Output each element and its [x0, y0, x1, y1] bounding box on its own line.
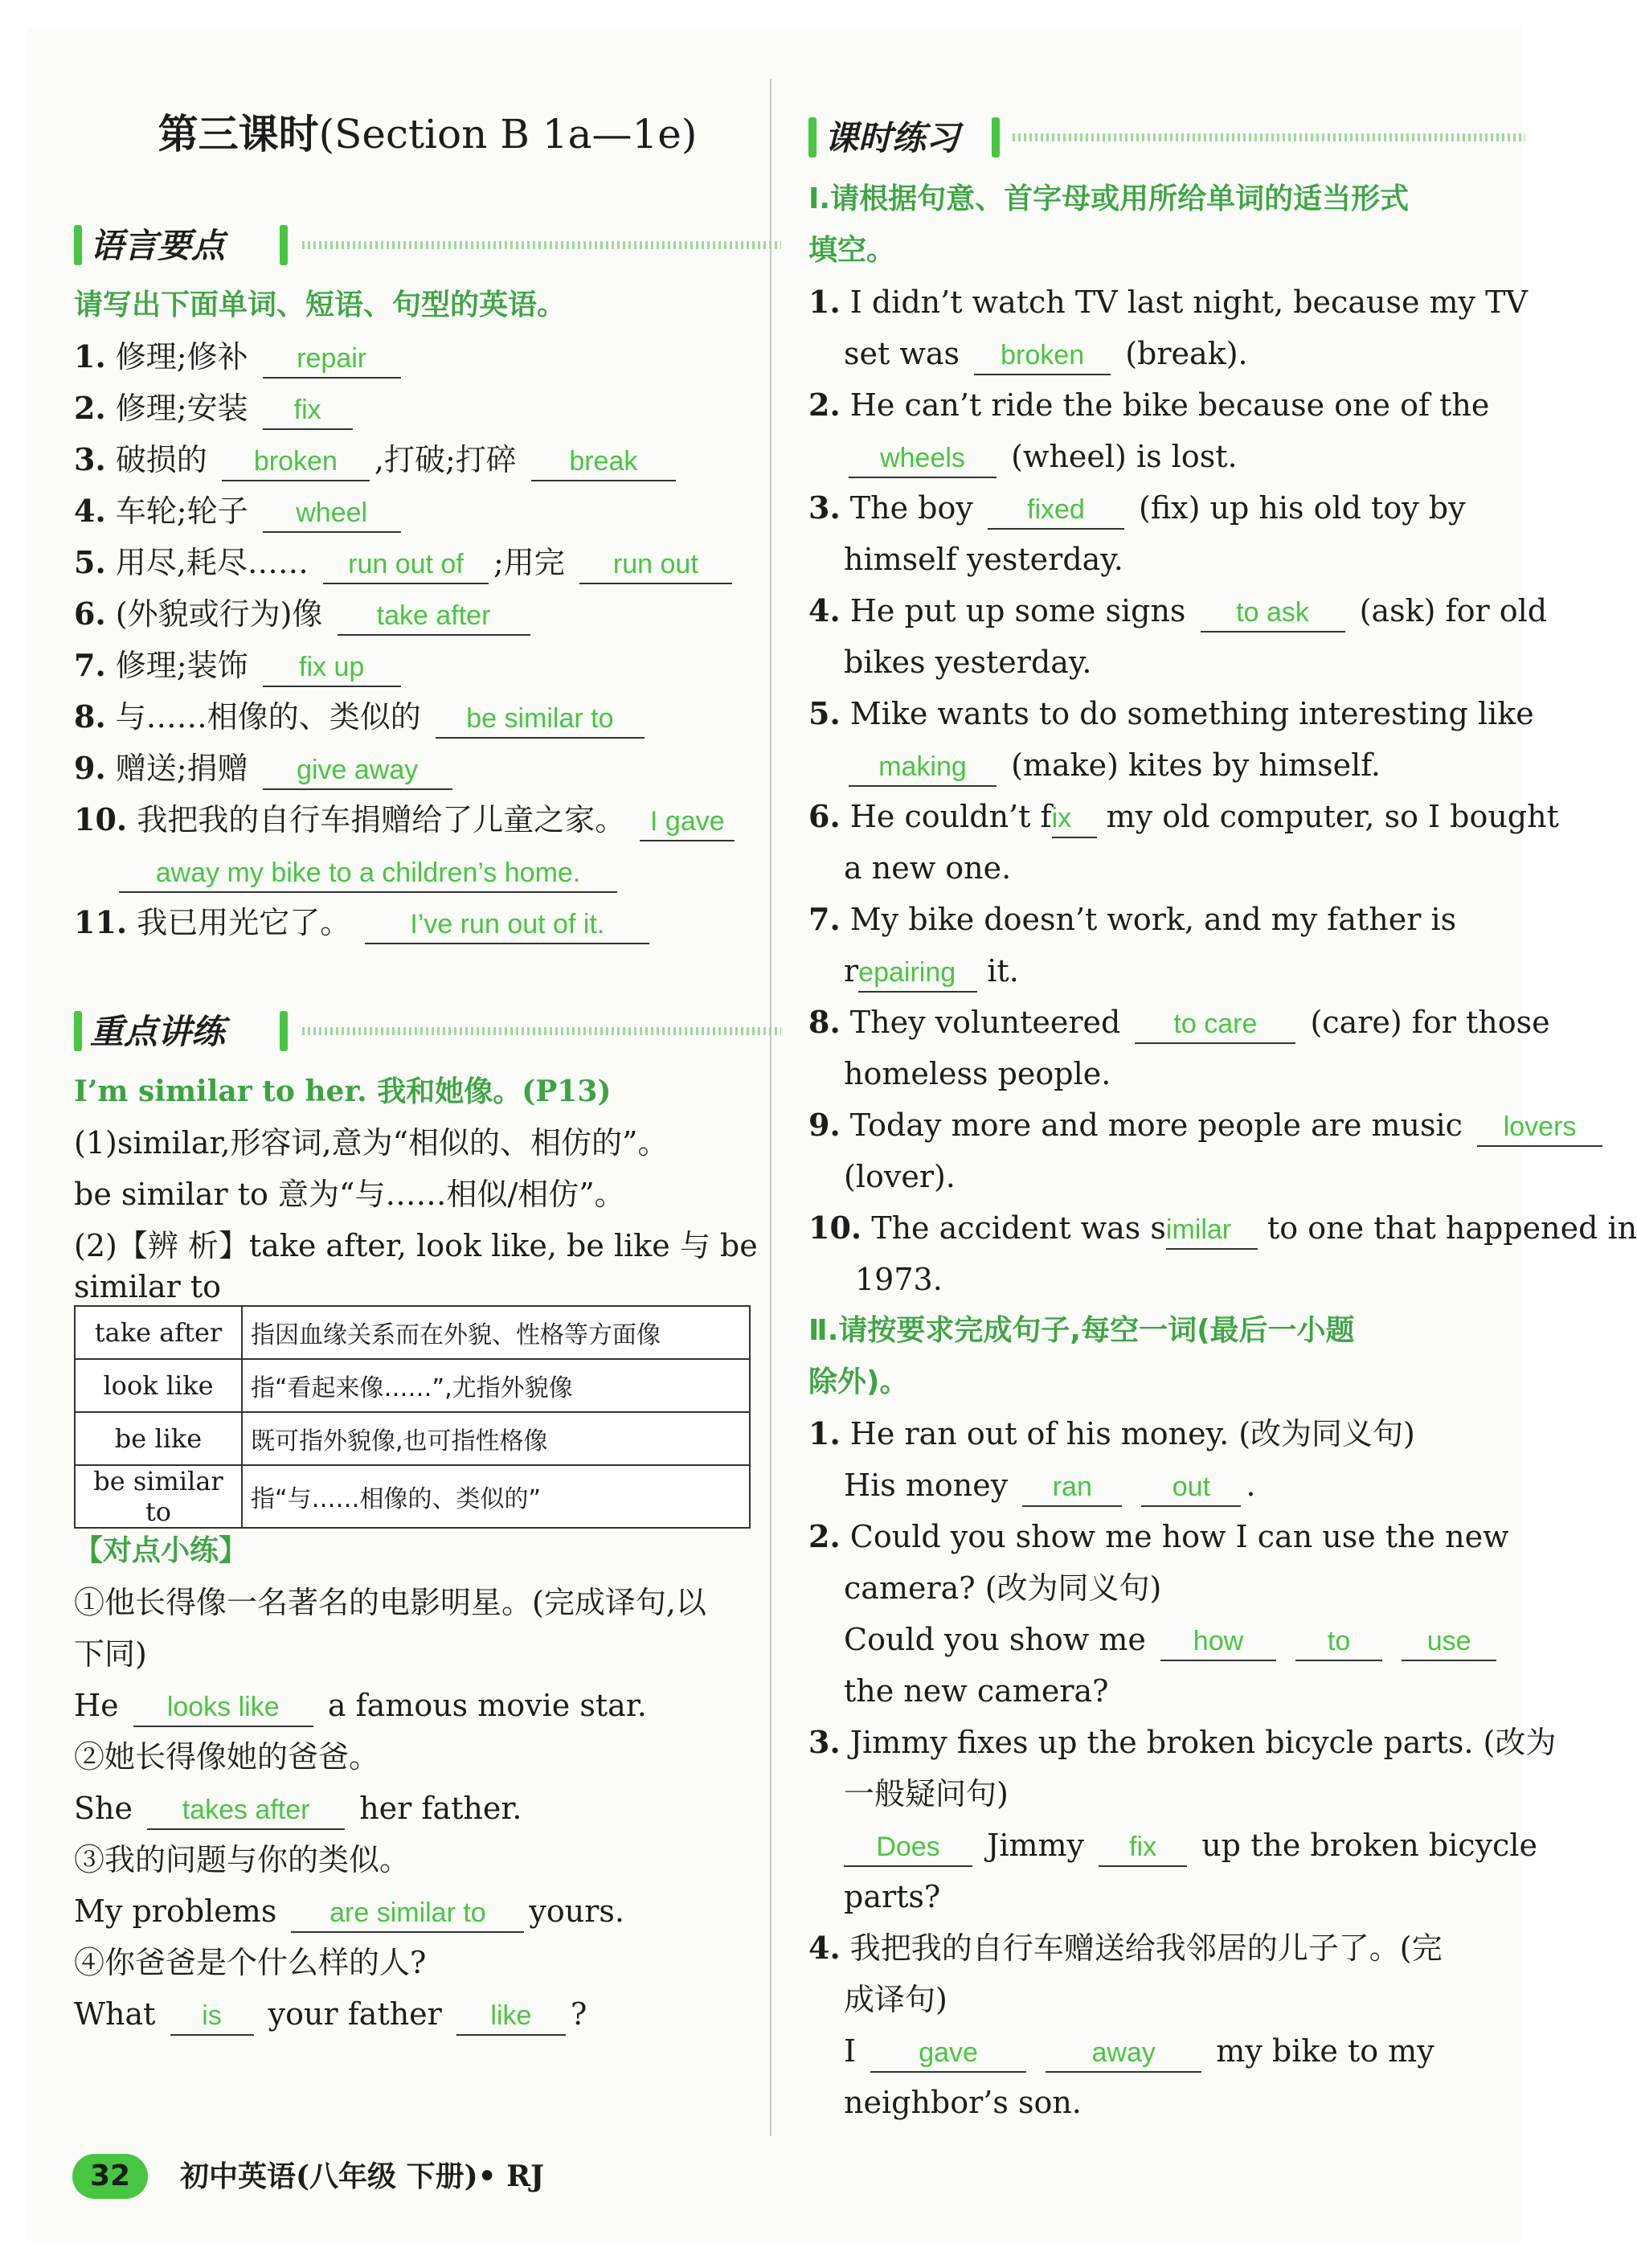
- header-bar-icon: [74, 1011, 82, 1051]
- answer-blank: Does: [844, 1828, 972, 1867]
- explanation-line: (1)similar,形容词,意为“相似的、相仿的”。: [74, 1125, 669, 1161]
- answer-blank: I gave: [640, 803, 735, 841]
- section-header-exercises: 课时练习: [808, 113, 1525, 164]
- practice-prompt: ①他长得像一名著名的电影明星。(完成译句,以: [74, 1585, 706, 1620]
- answer-blank: imilar: [1166, 1211, 1258, 1250]
- header-bar-icon: [808, 117, 816, 158]
- exercise-item: homeless people.: [844, 1056, 1111, 1091]
- answer-blank: like: [456, 1997, 566, 2036]
- explanation-line: (2)【辨 析】take after, look like, be like 与 be: [74, 1228, 758, 1263]
- practice-sentence: What is your father like ?: [74, 1992, 781, 2037]
- exercise-item: 9. Today more and more people are music lovers: [808, 1103, 1525, 1148]
- answer-blank: epairing: [858, 954, 977, 993]
- instruction: Ⅱ.请按要求完成句子,每空一词(最后一小题: [808, 1314, 1355, 1347]
- page-number-badge: 32: [72, 2154, 148, 2199]
- exercise-item: himself yesterday.: [844, 542, 1123, 577]
- list-item: 5. 用尽,耗尽…… run out of ;用完 run out: [74, 540, 781, 585]
- answer-blank: gave: [870, 2034, 1026, 2073]
- answer-blank: away my bike to a children’s home.: [119, 854, 617, 893]
- answer-blank: fix: [1099, 1828, 1187, 1867]
- instruction: 除外)。: [808, 1365, 909, 1398]
- answer-blank: to ask: [1201, 594, 1345, 633]
- answer-blank: are similar to: [291, 1894, 524, 1933]
- header-bar-icon: [992, 117, 1000, 158]
- answer-blank: ran: [1022, 1468, 1122, 1507]
- answer-blank: run out: [579, 546, 732, 584]
- exercise-item: Could you show me how to use: [808, 1617, 1525, 1662]
- list-item: 1. 修理;修补 repair: [74, 334, 781, 379]
- list-item: 3. 破损的 broken ,打破;打碎 break: [74, 437, 781, 482]
- answer-blank: repair: [263, 340, 401, 379]
- exercise-item: 3. The boy fixed (fix) up his old toy by: [808, 485, 1525, 530]
- list-item: 11. 我已用光它了。 I’ve run out of it.: [74, 900, 781, 945]
- exercise-item: 8. They volunteered to care (care) for those: [808, 1000, 1525, 1045]
- table-row: take after 指因血缘关系而在外貌、性格等方面像: [75, 1306, 750, 1359]
- answer-blank: fixed: [988, 491, 1124, 530]
- answer-blank: to: [1295, 1623, 1382, 1661]
- exercise-item: 4. 我把我的自行车赠送给我邻居的儿子了。(完: [808, 1930, 1443, 1966]
- workbook-page: [27, 27, 1637, 2241]
- exercise-item: 4. He put up some signs to ask (ask) for old: [808, 588, 1525, 633]
- key-sentence: I’m similar to her. 我和她像。(P13): [74, 1075, 612, 1108]
- answer-blank: run out of: [323, 546, 489, 584]
- practice-sentence: She takes after her father.: [74, 1786, 781, 1831]
- answer-blank: out: [1141, 1468, 1241, 1507]
- table-row: be similar to 指“与……相像的、类似的”: [75, 1465, 750, 1528]
- exercise-item: Does Jimmy fix up the broken bicycle: [808, 1823, 1525, 1868]
- answer-blank: I’ve run out of it.: [365, 906, 649, 944]
- answer-blank: break: [531, 443, 676, 481]
- exercise-item: 3. Jimmy fixes up the broken bicycle parts. (改为: [808, 1724, 1557, 1760]
- exercise-item: I gave away my bike to my: [808, 2029, 1525, 2074]
- practice-prompt: 下同): [74, 1636, 147, 1672]
- list-item: 9. 赠送;捐赠 give away: [74, 746, 781, 791]
- exercise-item: 1. He ran out of his money. (改为同义句): [808, 1415, 1415, 1451]
- answer-blank: fix: [263, 391, 353, 430]
- instruction: Ⅰ.请根据句意、首字母或用所给单词的适当形式: [808, 182, 1410, 215]
- answer-blank: takes after: [147, 1791, 345, 1830]
- practice-sentence: He looks like a famous movie star.: [74, 1683, 781, 1728]
- instruction: 填空。: [808, 234, 896, 267]
- answer-blank: looks like: [133, 1689, 313, 1727]
- list-item: 10. 我把我的自行车捐赠给了儿童之家。 I gave: [74, 797, 781, 842]
- book-title: 初中英语(八年级 下册)• RJ: [180, 2160, 545, 2193]
- exercise-item: set was broken (break).: [808, 331, 1525, 376]
- answer-blank: away: [1046, 2034, 1201, 2073]
- exercise-item: 7. My bike doesn’t work, and my father is: [808, 901, 1457, 937]
- answer-blank: use: [1402, 1623, 1496, 1661]
- exercise-item: bikes yesterday.: [844, 645, 1092, 680]
- exercise-item: His money ran out .: [808, 1463, 1525, 1508]
- explanation-line: similar to: [74, 1269, 222, 1304]
- instruction: 请写出下面单词、短语、句型的英语。: [74, 289, 567, 321]
- section-header-key-points: 重点讲练: [74, 1006, 781, 1058]
- comparison-table: [74, 1305, 751, 1529]
- list-item: 7. 修理;装饰 fix up: [74, 643, 781, 688]
- list-item: 8. 与……相像的、类似的 be similar to: [74, 694, 781, 739]
- exercise-item: 2. He can’t ride the bike because one of the: [808, 387, 1490, 423]
- exercise-item: 6. He couldn’t fix my old computer, so I bought: [808, 794, 1525, 839]
- header-dotted-rule: [1013, 133, 1525, 141]
- exercise-item: wheels (wheel) is lost.: [808, 434, 1525, 479]
- section-header-language-points: 语言要点: [74, 220, 781, 272]
- practice-prompt: ③我的问题与你的类似。: [74, 1842, 411, 1877]
- exercise-item: 一般疑问句): [844, 1776, 1009, 1812]
- answer-blank: take after: [338, 597, 530, 636]
- practice-sentence: My problems are similar to yours.: [74, 1889, 781, 1934]
- list-item: 6. (外貌或行为)像 take after: [74, 592, 781, 637]
- list-item: 4. 车轮;轮子 wheel: [74, 489, 781, 534]
- exercise-item: repairing it.: [808, 948, 1525, 993]
- table-row: look like 指“看起来像……”,尤指外貌像: [75, 1359, 750, 1412]
- header-bar-icon: [280, 225, 288, 265]
- answer-blank: ix: [1052, 800, 1097, 838]
- answer-blank: fix up: [263, 649, 401, 687]
- answer-blank: making: [849, 748, 997, 787]
- header-bar-icon: [280, 1011, 288, 1051]
- header-bar-icon: [74, 225, 82, 265]
- exercise-item: 1. I didn’t watch TV last night, because my TV: [808, 284, 1528, 320]
- answer-blank: broken: [974, 337, 1111, 375]
- exercise-item: the new camera?: [844, 1673, 1109, 1709]
- practice-title: 【对点小练】: [74, 1534, 248, 1567]
- exercise-item: 5. Mike wants to do something interesting like: [808, 695, 1534, 731]
- page-title: 第三课时(Section B 1a—1e): [158, 110, 698, 158]
- exercise-item: 成译句): [844, 1982, 947, 2017]
- practice-prompt: ④你爸爸是个什么样的人?: [74, 1945, 427, 1980]
- header-dotted-rule: [302, 241, 781, 249]
- exercise-item: parts?: [844, 1879, 941, 1914]
- exercise-item: neighbor’s son.: [844, 2085, 1082, 2120]
- answer-blank: how: [1160, 1623, 1276, 1661]
- exercise-item: camera? (改为同义句): [844, 1570, 1162, 1606]
- list-item: 2. 修理;安装 fix: [74, 386, 781, 431]
- practice-prompt: ②她长得像她的爸爸。: [74, 1739, 380, 1775]
- exercise-item: 1973.: [855, 1262, 943, 1297]
- header-dotted-rule: [302, 1027, 781, 1035]
- answer-blank: to care: [1135, 1005, 1295, 1044]
- answer-blank: be similar to: [436, 700, 645, 739]
- exercise-item: 2. Could you show me how I can use the new: [808, 1518, 1509, 1554]
- exercise-item: a new one.: [844, 850, 1012, 886]
- answer-blank: wheels: [849, 440, 997, 478]
- answer-blank: is: [170, 1997, 254, 2036]
- table-row: be like 既可指外貌像,也可指性格像: [75, 1412, 750, 1465]
- list-item-continuation: [74, 849, 781, 894]
- explanation-line: be similar to 意为“与……相似/相仿”。: [74, 1177, 625, 1212]
- exercise-item: (lover).: [844, 1159, 956, 1194]
- exercise-item: making (make) kites by himself.: [808, 743, 1525, 788]
- answer-blank: wheel: [263, 494, 401, 533]
- answer-blank: give away: [263, 751, 452, 790]
- answer-blank: broken: [222, 443, 370, 481]
- answer-blank: lovers: [1477, 1108, 1602, 1147]
- exercise-item: 10. The accident was similar to one that happened in: [808, 1206, 1525, 1251]
